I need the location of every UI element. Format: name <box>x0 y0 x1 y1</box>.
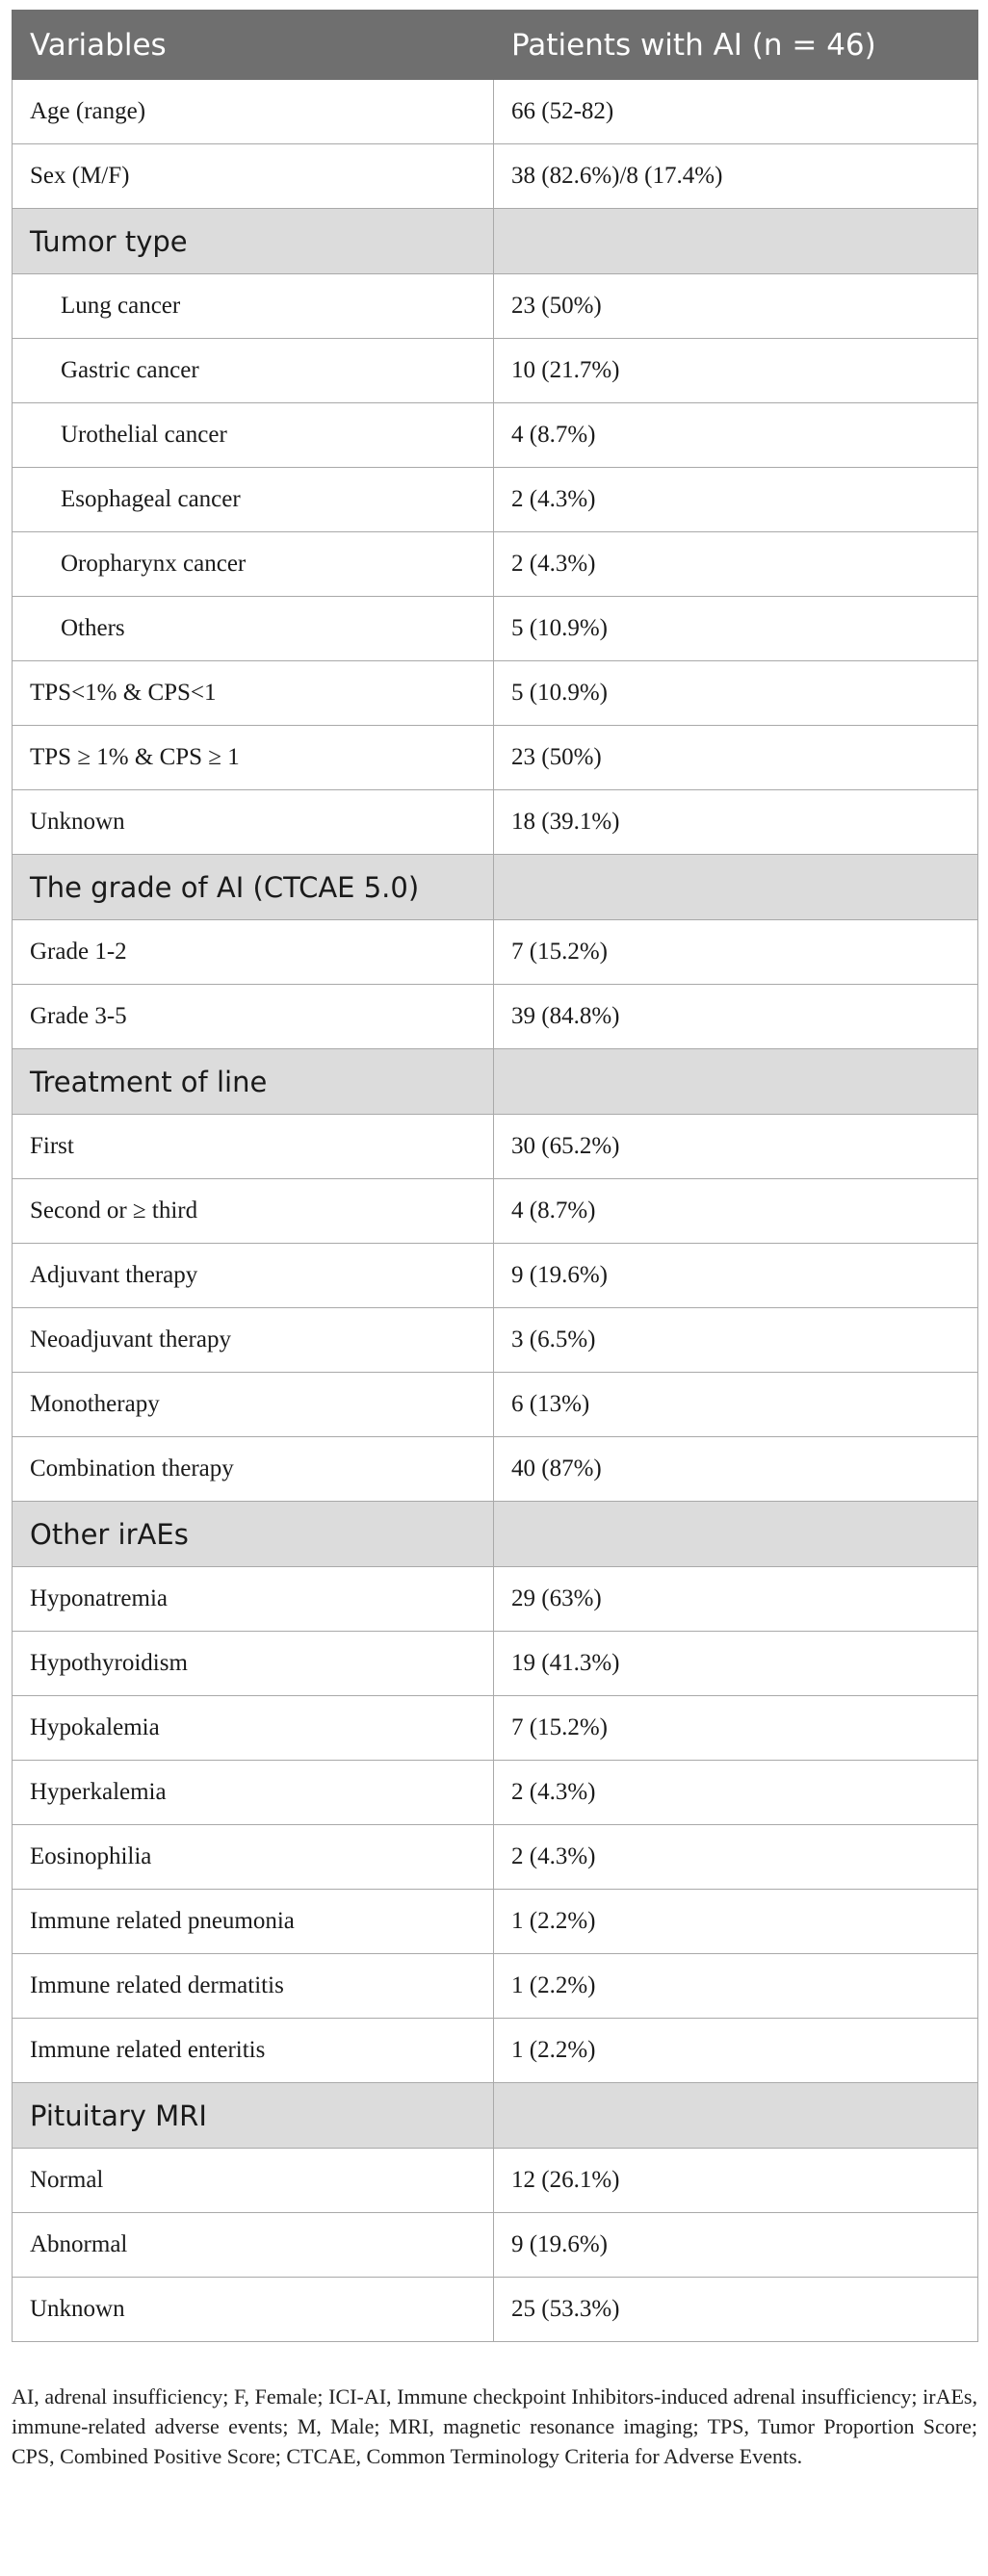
variable-cell: Hypokalemia <box>13 1696 494 1761</box>
patient-characteristics-table-container <box>12 10 977 2342</box>
variable-cell: Grade 1-2 <box>13 920 494 985</box>
table-row <box>13 403 978 468</box>
value-cell: 5 (10.9%) <box>494 661 978 726</box>
variable-cell: First <box>13 1115 494 1179</box>
table-row <box>13 920 978 985</box>
table-row <box>13 1308 978 1373</box>
header-variables: Variables <box>13 11 494 80</box>
table-row <box>13 80 978 144</box>
value-cell: 2 (4.3%) <box>494 468 978 532</box>
section-label: Treatment of line <box>13 1049 494 1115</box>
variable-cell: Unknown <box>13 790 494 855</box>
variable-cell: Combination therapy <box>13 1437 494 1502</box>
table-row <box>13 2149 978 2213</box>
table-row <box>13 532 978 597</box>
value-cell: 12 (26.1%) <box>494 2149 978 2213</box>
table-row <box>13 1373 978 1437</box>
table-row <box>13 1696 978 1761</box>
value-cell: 2 (4.3%) <box>494 1825 978 1890</box>
table-row <box>13 1244 978 1308</box>
variable-cell: Sex (M/F) <box>13 144 494 209</box>
variable-cell: Normal <box>13 2149 494 2213</box>
header-patients: Patients with AI (n = 46) <box>494 11 978 80</box>
variable-cell: Age (range) <box>13 80 494 144</box>
value-cell: 18 (39.1%) <box>494 790 978 855</box>
value-cell: 7 (15.2%) <box>494 920 978 985</box>
section-label: Other irAEs <box>13 1502 494 1567</box>
table-row <box>13 985 978 1049</box>
variable-cell: Grade 3-5 <box>13 985 494 1049</box>
variable-cell: Neoadjuvant therapy <box>13 1308 494 1373</box>
variable-cell: Hyponatremia <box>13 1567 494 1632</box>
table-row <box>13 1115 978 1179</box>
table-header-row <box>13 11 978 80</box>
variable-cell: Others <box>13 597 494 661</box>
variable-cell: Hypothyroidism <box>13 1632 494 1696</box>
section-value <box>494 2083 978 2149</box>
value-cell: 3 (6.5%) <box>494 1308 978 1373</box>
value-cell: 23 (50%) <box>494 726 978 790</box>
section-label: Pituitary MRI <box>13 2083 494 2149</box>
table-row <box>13 468 978 532</box>
value-cell: 7 (15.2%) <box>494 1696 978 1761</box>
variable-cell: Monotherapy <box>13 1373 494 1437</box>
value-cell: 39 (84.8%) <box>494 985 978 1049</box>
table-row <box>13 1954 978 2019</box>
variable-cell: Second or ≥ third <box>13 1179 494 1244</box>
section-value <box>494 1049 978 1115</box>
table-row <box>13 2213 978 2278</box>
variable-cell: Hyperkalemia <box>13 1761 494 1825</box>
value-cell: 29 (63%) <box>494 1567 978 1632</box>
section-row <box>13 855 978 920</box>
value-cell: 2 (4.3%) <box>494 1761 978 1825</box>
variable-cell: Gastric cancer <box>13 339 494 403</box>
variable-cell: Esophageal cancer <box>13 468 494 532</box>
value-cell: 1 (2.2%) <box>494 2019 978 2083</box>
table-row <box>13 597 978 661</box>
table-footnote: AI, adrenal insufficiency; F, Female; ICI-AI, Immune checkpoint Inhibitors-induced adrenal insufficiency; irAEs, immune-related adverse events; M, Male; MRI, magnetic resonance imaging; TPS, Tumor Proportion Score; CPS, Combined Positive Score; CTCAE, Common Terminology Criteria for Adverse Events. <box>12 2384 977 2468</box>
variable-cell: Adjuvant therapy <box>13 1244 494 1308</box>
value-cell: 40 (87%) <box>494 1437 978 1502</box>
table-body <box>13 80 978 2342</box>
patient-characteristics-table <box>12 10 978 2342</box>
variable-cell: TPS<1% & CPS<1 <box>13 661 494 726</box>
value-cell: 5 (10.9%) <box>494 597 978 661</box>
value-cell: 38 (82.6%)/8 (17.4%) <box>494 144 978 209</box>
section-label: The grade of AI (CTCAE 5.0) <box>13 855 494 920</box>
table-row <box>13 1761 978 1825</box>
value-cell: 1 (2.2%) <box>494 1890 978 1954</box>
value-cell: 19 (41.3%) <box>494 1632 978 1696</box>
table-row <box>13 1567 978 1632</box>
value-cell: 6 (13%) <box>494 1373 978 1437</box>
section-row <box>13 209 978 274</box>
section-value <box>494 209 978 274</box>
variable-cell: Immune related pneumonia <box>13 1890 494 1954</box>
variable-cell: Immune related enteritis <box>13 2019 494 2083</box>
value-cell: 9 (19.6%) <box>494 1244 978 1308</box>
variable-cell: Immune related dermatitis <box>13 1954 494 2019</box>
variable-cell: TPS ≥ 1% & CPS ≥ 1 <box>13 726 494 790</box>
value-cell: 10 (21.7%) <box>494 339 978 403</box>
table-row <box>13 1179 978 1244</box>
value-cell: 4 (8.7%) <box>494 403 978 468</box>
table-row <box>13 339 978 403</box>
section-value <box>494 855 978 920</box>
table-row <box>13 1632 978 1696</box>
value-cell: 66 (52-82) <box>494 80 978 144</box>
variable-cell: Lung cancer <box>13 274 494 339</box>
table-row <box>13 726 978 790</box>
value-cell: 9 (19.6%) <box>494 2213 978 2278</box>
table-row <box>13 2019 978 2083</box>
section-row <box>13 1502 978 1567</box>
table-row <box>13 2278 978 2342</box>
value-cell: 1 (2.2%) <box>494 1954 978 2019</box>
value-cell: 30 (65.2%) <box>494 1115 978 1179</box>
value-cell: 2 (4.3%) <box>494 532 978 597</box>
value-cell: 4 (8.7%) <box>494 1179 978 1244</box>
variable-cell: Oropharynx cancer <box>13 532 494 597</box>
table-row <box>13 1825 978 1890</box>
value-cell: 23 (50%) <box>494 274 978 339</box>
table-row <box>13 144 978 209</box>
variable-cell: Eosinophilia <box>13 1825 494 1890</box>
table-row <box>13 274 978 339</box>
variable-cell: Unknown <box>13 2278 494 2342</box>
table-row <box>13 1890 978 1954</box>
section-row <box>13 1049 978 1115</box>
value-cell: 25 (53.3%) <box>494 2278 978 2342</box>
table-row <box>13 790 978 855</box>
section-value <box>494 1502 978 1567</box>
section-row <box>13 2083 978 2149</box>
variable-cell: Urothelial cancer <box>13 403 494 468</box>
section-label: Tumor type <box>13 209 494 274</box>
table-row <box>13 1437 978 1502</box>
table-row <box>13 661 978 726</box>
variable-cell: Abnormal <box>13 2213 494 2278</box>
